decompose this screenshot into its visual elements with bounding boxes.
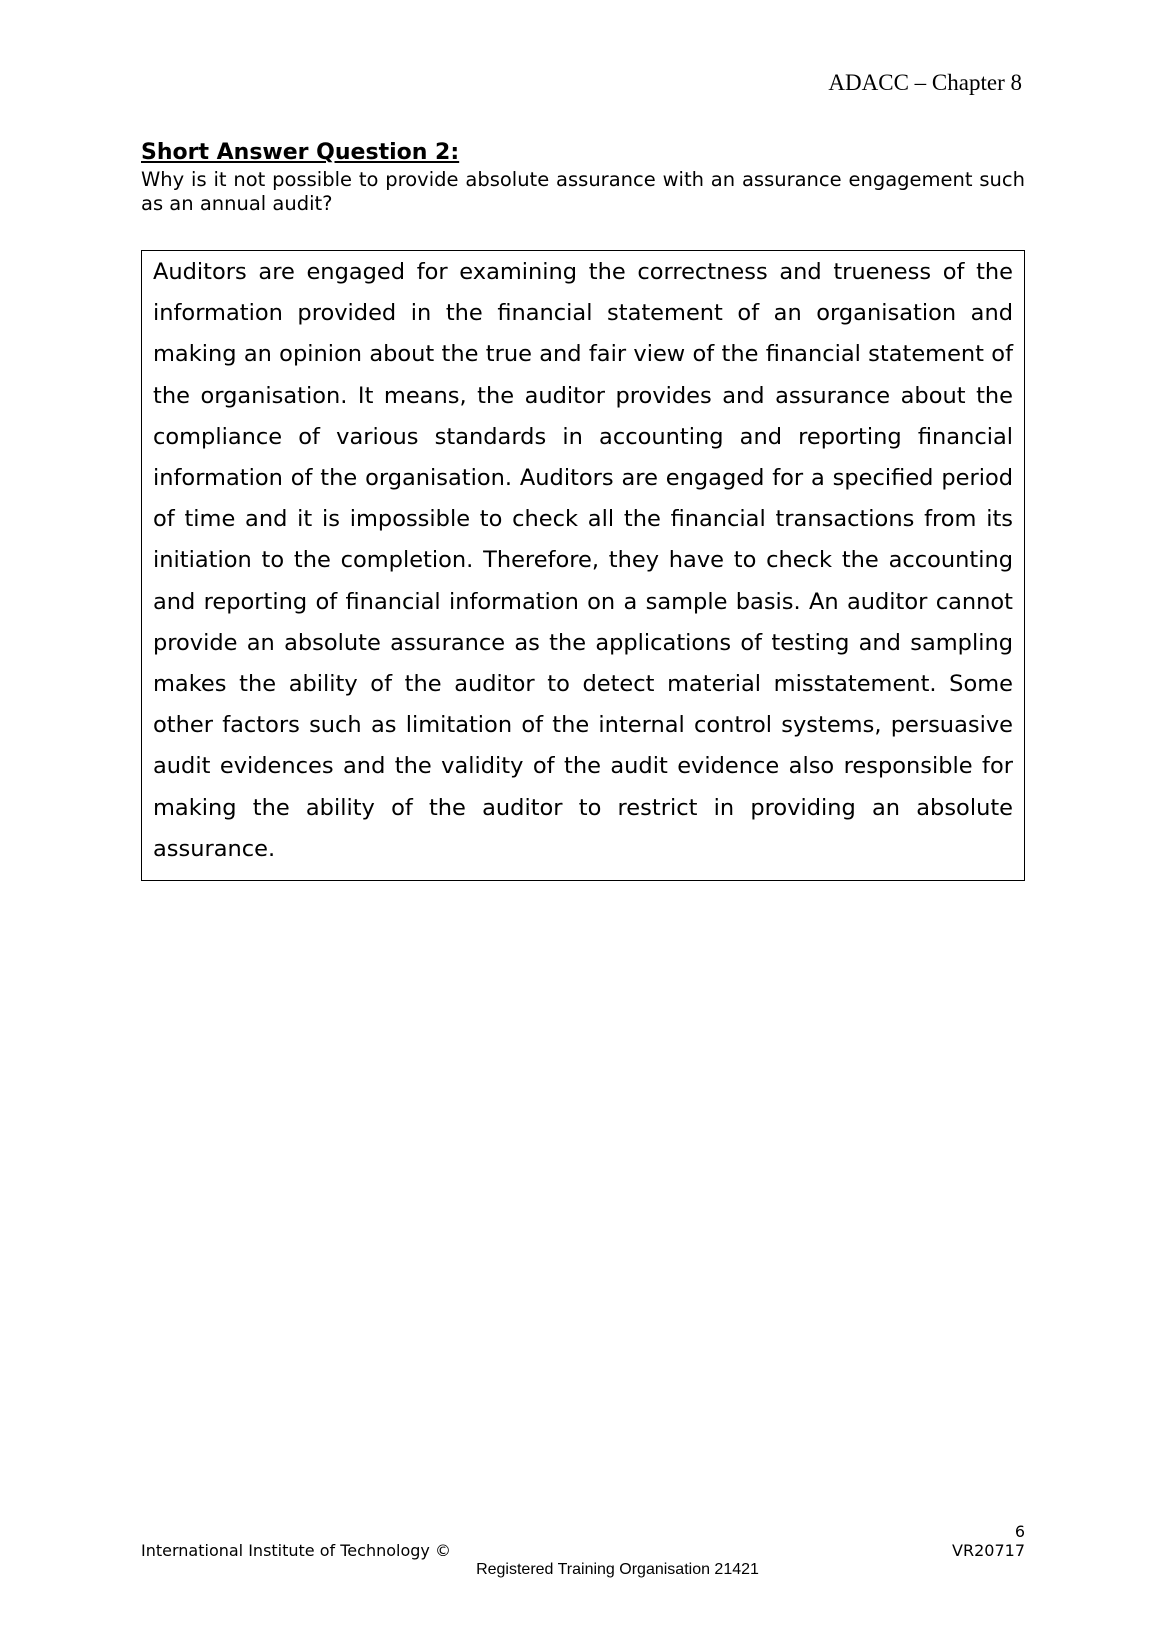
question-text: Why is it not possible to provide absolute assurance with an assurance engagement such as an annual audit? (141, 168, 1025, 215)
footer-registration: Registered Training Organisation 21421 (476, 1561, 759, 1578)
footer-institute: International Institute of Technology © (141, 1541, 451, 1560)
main-content (141, 140, 1025, 881)
footer-version: VR20717 (952, 1541, 1025, 1560)
question-title: Short Answer Question 2: (141, 140, 460, 165)
chapter-header: ADACC – Chapter 8 (828, 70, 1022, 95)
answer-box (141, 250, 1025, 881)
answer-text: Auditors are engaged for examining the correctness and trueness of the information provided in the financial statement of an organisation and making an opinion about the true and fair view of the financial statement of the organisation. It means, the auditor provides and assurance about the compliance of various standards in accounting and reporting financial information of the organisation. Auditors are engaged for a specified period of time and it is impossible to check all the financial transactions from its initiation to the completion. Therefore, they have to check the accounting and reporting of financial information on a sample basis. An auditor cannot provide an absolute assurance as the applications of testing and sampling makes the ability of the auditor to detect material misstatement. Some other factors such as limitation of the internal control systems, persuasive audit evidences and the validity of the audit evidence also responsible for making the ability of the auditor to restrict in providing an absolute assurance. (153, 259, 1013, 862)
page-number: 6 (1014, 1522, 1025, 1541)
